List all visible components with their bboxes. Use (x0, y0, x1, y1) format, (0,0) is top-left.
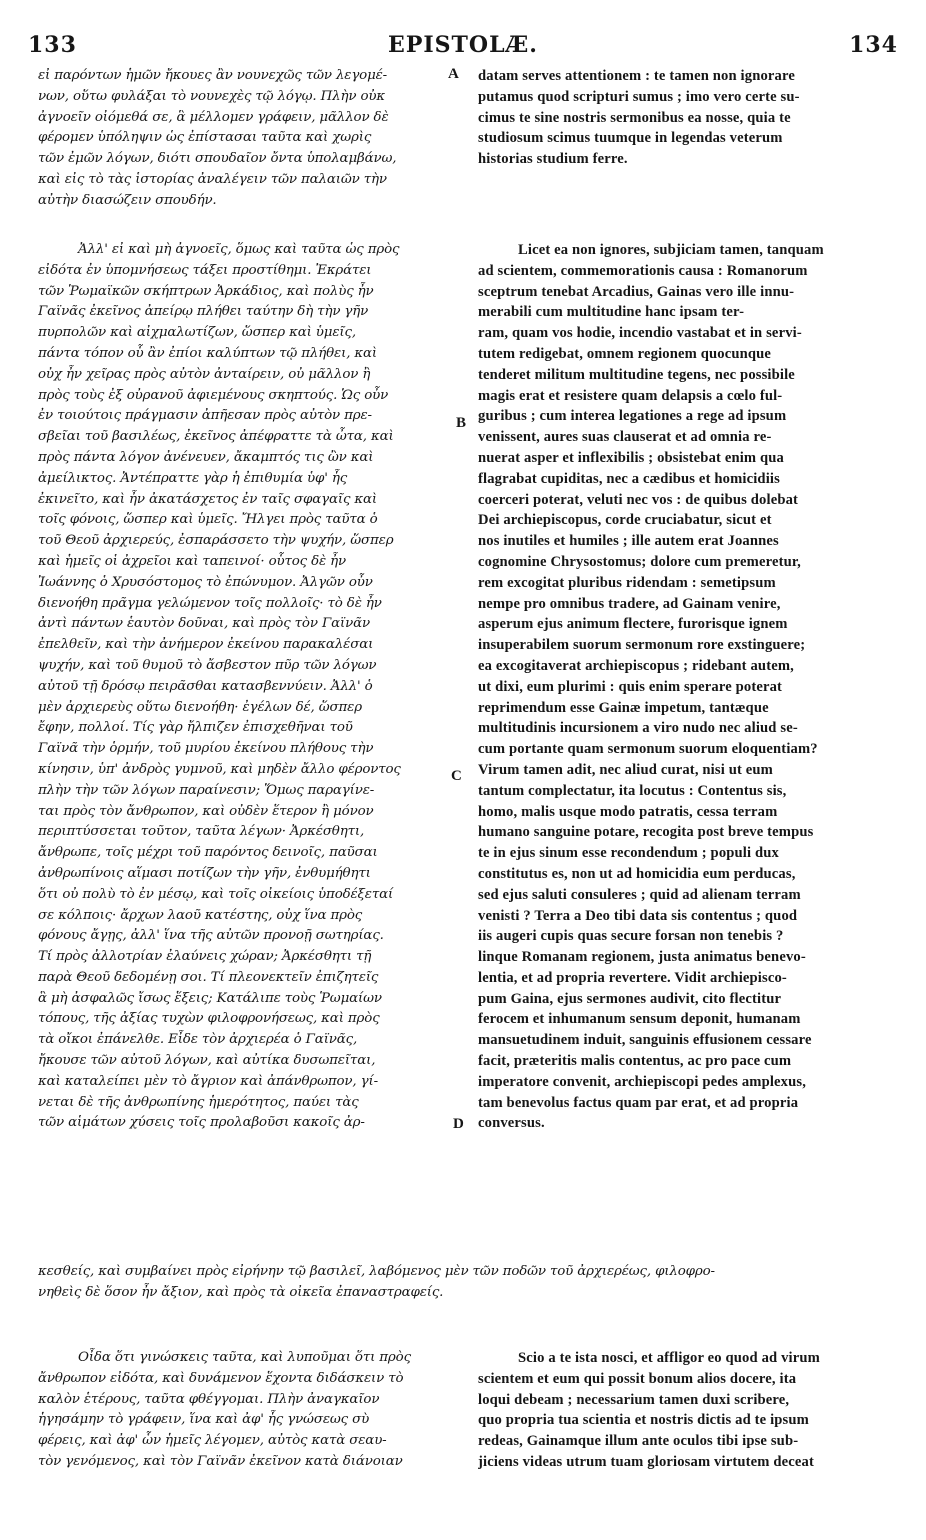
text-line: cum portante quam sermonum suorum eloquentiam? (478, 741, 818, 758)
text-line: τὸν γενόμενος, καὶ τὸν Γαϊνᾶν ἐκεῖνον κατὰ διάνοιαν (38, 1453, 403, 1469)
text-line: linque Romanam regionem, justa animatus benevo- (478, 949, 806, 966)
latin-column-opening (478, 66, 900, 170)
text-line: sed ejus saluti consuleres ; quid ad alienam terram (478, 886, 801, 903)
text-line: ad scientem, commemorationis causa : Romanorum (478, 262, 808, 279)
text-line: reprimendum esse Gainæ impetum, tantæque (478, 699, 769, 716)
text-line: tenderet militum multitudine tegens, nec possibile (478, 366, 795, 383)
text-line: τὰ οἴκοι ἐπάνελθε. Εἶδε τὸν ἀρχιερέα ὁ Γαϊνᾶς, (38, 1032, 358, 1048)
text-line: datam serves attentionem : te tamen non ignorare (478, 68, 795, 84)
text-line: Οἶδα ὅτι γινώσκεις ταῦτα, καὶ λυποῦμαι ὅτι πρὸς (78, 1350, 411, 1365)
text-line: putamus quod scripturi sumus ; imo vero certe su- (478, 88, 800, 105)
text-line: ται πρὸς τὸν ἄνθρωπον, καὶ οὐδὲν ἕτερον ἢ μόνον (38, 803, 374, 819)
text-line: νων, οὕτω φυλάξαι τὸ νουνεχὲς τῷ λόγῳ. Πλὴν οὐκ (38, 88, 386, 104)
text-line: pum Gaina, ejus sermones audivit, cito flectitur (478, 990, 782, 1007)
text-line: Ἀλλ' εἰ καὶ μὴ ἀγνοεῖς, ὅμως καὶ ταῦτα ὡς πρὸς (78, 242, 400, 257)
text-line: ἐκινεῖτο, καὶ ἦν ἀκατάσχετος ἐν ταῖς σφαγαῖς καὶ (38, 491, 378, 507)
text-line: tam benevolus factus quam par erat, et ad propria (478, 1094, 799, 1111)
latin-column-closing (478, 1348, 900, 1473)
text-line: mansuetudinem induit, sanguinis effusionem cessare (478, 1032, 812, 1049)
greek-column-closing (38, 1348, 458, 1473)
text-line: ἤκουσε τῶν αὐτοῦ λόγων, καὶ αὐτίκα δυσωπεῖται, (38, 1053, 376, 1069)
text-line: τόπους, τῆς ἀξίας τυχὼν φιλοφρονήσεως, καὶ πρὸς (38, 1011, 380, 1027)
text-line: jiciens videas utrum tuam gloriosam virtutem deceat (478, 1453, 814, 1470)
text-line: tantum complectatur, ita locutus : Contentus sis, (478, 782, 787, 799)
text-line: καὶ ἡμεῖς οἱ ἀχρεῖοι καὶ ταπεινοί· οὗτος δὲ ἦν (38, 553, 347, 569)
text-line: loqui debeam ; necessarium tamen duxi scribere, (478, 1391, 790, 1408)
text-line: καὶ εἰς τὸ τὰς ἱστορίας ἀναλέγειν τῶν παλαιῶν τὴν (38, 171, 387, 187)
text-line: τῶν αἱμάτων χύσεις τοῖς προλαβοῦσι κακοῖς ἀρ- (38, 1115, 365, 1131)
greek-column-opening (38, 66, 448, 212)
text-line: coerceri poterat, veluti nec vos : de quibus dolebat (478, 491, 799, 508)
text-line: πρὸς τοὺς ἐξ οὐρανοῦ ἀφιεμένους σκηπτούς. Ὡς οὖν (38, 387, 389, 403)
text-line: παρὰ Θεοῦ δεδομένῃ σοι. Τί πλεονεκτεῖν ἐπιζητεῖς (38, 969, 379, 985)
text-line: Virum tamen adit, nec aliud curat, nisi ut eum (478, 761, 773, 778)
margin-marker-a: A (448, 66, 459, 82)
text-line: καλὸν ἑτέρους, ταῦτα φθέγγομαι. Πλὴν ἀναγκαῖον (38, 1391, 380, 1407)
text-line: nuerat asper et inflexibilis ; obsistebat enim qua (478, 449, 785, 466)
text-line: κίνησιν, ὑπ' ἀνδρὸς γυμνοῦ, καὶ μηδὲν ἄλλο φέροντος (38, 761, 401, 777)
text-line: ἡγησάμην τὸ γράφειν, ἵνα καὶ ἀφ' ἧς γνώσεως σὺ (38, 1412, 370, 1428)
text-line: φόνους ἄγῃς, ἀλλ' ἵνα τῆς αὐτῶν προνοῇ σωτηρίας. (38, 928, 384, 944)
text-line: studiosum scimus tuumque in legendas veterum (478, 130, 783, 147)
text-line: ἔφην, πολλοί. Τίς γὰρ ἤλπιζεν ἐπισχεθῆναι τοῦ (38, 720, 353, 736)
text-line: ferocem et inhumanum sensum deponit, humanam (478, 1011, 801, 1028)
text-line: multitudinis incursionem a viro nudo nec aliud se- (478, 720, 798, 737)
latin-column-main (478, 240, 900, 1134)
text-line: asperum ejus animum flectere, furorisque ignem (478, 616, 788, 633)
text-line: merabili cum multitudine hanc ipsam ter- (478, 304, 745, 321)
page-number-right: 134 (849, 32, 898, 58)
text-line: Ἰωάννης ὁ Χρυσόστομος τὸ ἐπώνυμον. Ἀλγῶν οὖν (38, 574, 373, 590)
page-number-left: 133 (28, 32, 77, 58)
text-line: αὐτὴν διασώζειν σπουδήν. (38, 192, 217, 208)
text-line: μὲν ἀρχιερεὺς οὕτω διενοήθη· ἐγέλων δέ, ὥσπερ (38, 699, 362, 715)
text-line: flagrabat cupiditas, nec a cædibus et homicidiis (478, 470, 780, 487)
text-line: tutem redigebat, omnem regionem quocunque (478, 345, 772, 362)
text-line: ὅτι οὐ πολὺ τὸ ἐν μέσῳ, καὶ τοῖς οἰκείοις ὑποδέξεταί (38, 886, 394, 902)
text-line: Scio a te ista nosci, et affligor eo quod ad virum (518, 1350, 820, 1366)
text-line: διενοήθη πρᾶγμα γελώμενον τοῖς πολλοῖς· τὸ δὲ ἦν (38, 595, 382, 611)
text-line: sceptrum tenebat Arcadius, Gainas vero ille innu- (478, 283, 795, 300)
text-line: redeas, Gainamque illum ante oculos tibi ipse sub- (478, 1433, 799, 1450)
text-line: τοῖς φόνοις, ὥσπερ καὶ ὑμεῖς. Ἤλγει πρὸς ταῦτα ὁ (38, 512, 378, 528)
text-line: ἀντὶ πάντων ἑαυτὸν δοῦναι, καὶ πρὸς τὸν Γαϊνᾶν (38, 616, 370, 632)
text-line: nempe pro omnibus tradere, ad Gainam venire, (478, 595, 781, 612)
text-line: nos inutiles et humiles ; ille autem erat Joannes (478, 533, 779, 550)
text-line: σε κόλποις· ἄρχων λαοῦ κατέστης, οὐχ ἵνα πρὸς (38, 907, 363, 923)
text-line: φέρομεν ὑπόληψιν ὡς ἐπίστασαι ταῦτα καὶ χωρὶς (38, 130, 372, 146)
text-line: σβεῖαι τοῦ βασιλέως, ἐκεῖνος ἀπέφραττε τὰ ὦτα, καὶ (38, 429, 394, 445)
text-line: lentia, et ad propria revertere. Vidit archiepisco- (478, 969, 787, 986)
text-line: ἀγνοεῖν οἰόμεθά σε, ἃ μέλλομεν γράφειν, μᾶλλον δὲ (38, 109, 389, 125)
text-line: scientem et eum qui possit bonum alios docere, ita (478, 1370, 797, 1387)
text-line: ea excogitaverat archiepiscopus ; ridebant autem, (478, 657, 794, 674)
margin-marker-b: B (456, 415, 467, 431)
text-line: venisti ? Terra a Deo tibi data sis contentus ; quod (478, 907, 798, 924)
text-line: quo propria tua scientia et nostris dictis ad te ipsum (478, 1412, 809, 1429)
text-line: ψυχήν, καὶ τοῦ θυμοῦ τὸ ἄσβεστον πῦρ τῶν λόγων (38, 657, 377, 673)
text-line: οὐχ ἦν χεῖρας πρὸς αὐτὸν ἀνταίρειν, οὐ μᾶλλον ἢ (38, 366, 371, 382)
text-line: πάντα τόπον οὗ ἂν ἐπίοι καλύπτων τῷ πλήθει, καὶ (38, 345, 378, 361)
text-line: ram, quam vos hodie, incendio vastabat et in servi- (478, 325, 802, 342)
text-line: ἐπελθεῖν, καὶ τὴν ἀνήμερον ἐκείνου παρακαλέσαι (38, 637, 374, 653)
text-line: historias studium ferre. (478, 151, 628, 168)
text-line: ut dixi, eum plurimi : quis enim sperare poterat (478, 678, 783, 695)
text-line: iis augeri cupis quas secure forsan non tenebis ? (478, 928, 784, 945)
text-line: εἰδότα ἐν ὑπομνήσεως τάξει προστίθημι. Ἐκράτει (38, 262, 372, 278)
text-line: Licet ea non ignores, subjiciam tamen, tanquam (518, 242, 824, 258)
text-line: πλὴν τὴν τῶν λόγων παραίνεσιν; Ὅμως παραγίνε- (38, 782, 375, 798)
margin-marker-d: D (453, 1116, 464, 1132)
greek-paragraph-end-full-width (38, 1262, 906, 1304)
text-line: ἃ μὴ ἀσφαλῶς ἴσως ἕξεις; Κατάλιπε τοὺς Ῥωμαίων (38, 990, 382, 1006)
running-title: EPISTOLÆ. (388, 32, 538, 58)
text-line: πρὸς πάντα λόγον ἀνένευεν, ἄκαμπτός τις ὢν καὶ (38, 449, 374, 465)
text-line: magis erat et resistere quam delapsis a cœlo ful- (478, 387, 783, 404)
text-line: ἀμείλικτος. Ἀντέπραττε γὰρ ἡ ἐπιθυμία ὑφ' ἧς (38, 470, 348, 486)
greek-column-main (38, 240, 450, 1134)
text-line: τῶν Ῥωμαϊκῶν σκήπτρων Ἀρκάδιος, καὶ πολὺς ἦν (38, 283, 374, 299)
text-line: homo, malis usque modo patratis, cessa terram (478, 803, 778, 820)
text-line: Γαϊνᾶ τὴν ὁρμήν, τοῦ μυρίου ἐκείνου πλήθους τὴν (38, 741, 374, 757)
text-line: insuperabilem suorum sermonum rore exstinguere; (478, 637, 806, 654)
text-line: ἐν τοιούτοις πράγμασιν ἀπῆεσαν πρὸς αὐτὸν πρε- (38, 408, 372, 424)
text-line: ἄνθρωπον εἰδότα, καὶ δυνάμενον ἕχοντα διδάσκειν τὸ (38, 1370, 404, 1386)
running-head (28, 32, 898, 62)
text-line: πυρπολῶν καὶ αἰχμαλωτίζων, ὥσπερ καὶ ὑμεῖς, (38, 325, 356, 341)
text-line: rem excogitat pluribus ridendam : semetipsum (478, 574, 776, 591)
text-line: cimus te sine nostris sermonibus ea nosse, quia te (478, 109, 791, 126)
text-line: conversus. (478, 1115, 545, 1132)
text-line: Τί πρὸς ἀλλοτρίαν ἐλαύνεις χώραν; Ἀρκέσθητι τῇ (38, 949, 372, 965)
text-line: αὐτοῦ τῇ δρόσῳ πειρᾶσθαι κατασβεννύειν. Ἀλλ' ὁ (38, 678, 373, 694)
text-line: imperatore convenit, archiepiscopi pedes amplexus, (478, 1073, 807, 1090)
text-line: venissent, aures suas clauserat et ad omnia re- (478, 429, 772, 446)
text-line: constitutus es, non ut ad homicidia eum perducas, (478, 865, 796, 882)
text-line: νεται δὲ τῆς ἀνθρωπίνης ἡμερότητος, παύει τὰς (38, 1094, 359, 1110)
text-line: νηθεὶς δὲ ὅσον ἦν ἄξιον, καὶ πρὸς τὰ οἰκεῖα ἐπαναστραφείς. (38, 1284, 444, 1300)
text-line: humano sanguine potare, recogita post breve tempus (478, 824, 814, 841)
text-line: τοῦ Θεοῦ ἀρχιερεύς, ἐσπαράσσετο τὴν ψυχήν, ὥσπερ (38, 533, 394, 549)
margin-marker-c: C (451, 768, 462, 784)
text-line: cognomine Chrysostomus; dolore cum premeretur, (478, 553, 801, 570)
text-line: Γαϊνᾶς ἐκεῖνος ἀπείρῳ πλήθει ταύτην δὴ τὴν γῆν (38, 304, 369, 320)
text-line: περιπτύσσεται τοῦτον, ταῦτα λέγων· Ἀρκέσθητι, (38, 824, 365, 840)
text-line: te in ejus sinum esse recondendum ; populi dux (478, 845, 779, 862)
text-line: facit, præteritis malis contentus, ac pro pace cum (478, 1053, 792, 1070)
text-line: ἄνθρωπε, τοῖς μέχρι τοῦ παρόντος δεινοῖς, παῦσαι (38, 845, 378, 861)
text-line: Dei archiepiscopus, corde cruciabatur, sicut et (478, 512, 772, 529)
text-line: guribus ; cum interea legationes a rege ad ipsum (478, 408, 787, 425)
text-line: τῶν ἐμῶν λόγων, διότι σπουδαῖον ὄντα ὑπολαμβάνω, (38, 151, 397, 167)
text-line: ἀνθρωπίνοις αἵμασι ποτίζων τὴν γῆν, ἐνθυμήθητι (38, 865, 371, 881)
text-line: φέρεις, καὶ ἀφ' ὧν ἡμεῖς λέγομεν, αὐτὸς κατὰ σεαυ- (38, 1433, 387, 1449)
text-line: εἰ παρόντων ἡμῶν ἤκουες ἂν νουνεχῶς τῶν λεγομέ- (38, 68, 388, 83)
text-line: καὶ καταλείπει μὲν τὸ ἄγριον καὶ ἀπάνθρωπον, γί- (38, 1073, 378, 1089)
text-line: κεσθείς, καὶ συμβαίνει πρὸς εἰρήνην τῷ βασιλεῖ, λαβόμενος μὲν τῶν ποδῶν τοῦ ἀρχιερέως, φιλοφρο- (38, 1264, 715, 1279)
